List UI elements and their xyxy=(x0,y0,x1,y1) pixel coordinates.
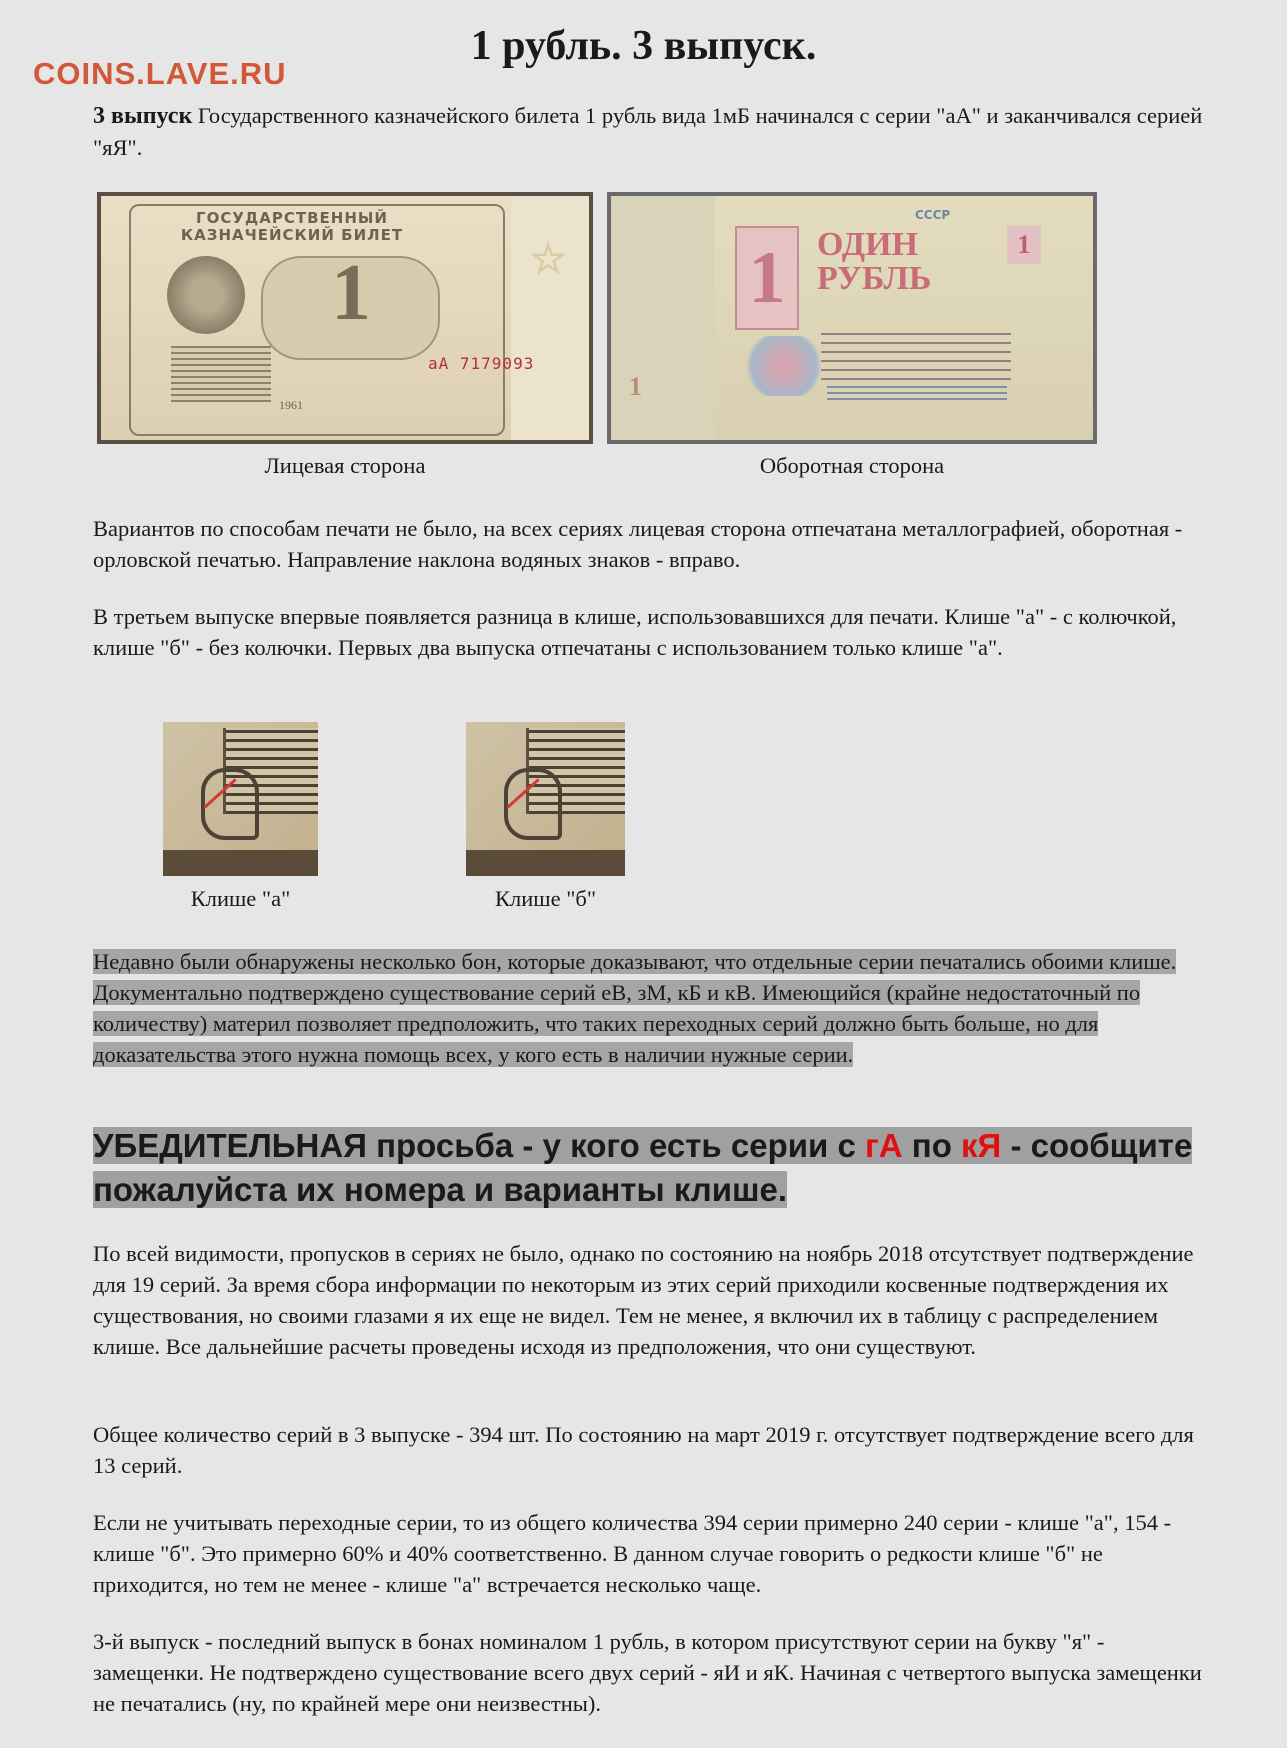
watermark-field xyxy=(511,196,589,440)
cliche-a-photo xyxy=(163,722,318,876)
denomination-word: ОДИН РУБЛЬ xyxy=(817,226,932,297)
issue-year: 1961 xyxy=(279,398,303,412)
caption-back: Оборотная сторона xyxy=(759,453,945,478)
discovered-highlight: Недавно были обнаружены несколько бон, которые доказывают, что отдельные серии печатались обоими клише. Документально подтверждено существование серий еВ, зМ, кБ и кВ. Имеющийся (крайне недостаточный по количеству) материл позволяет предположить, что таких переходных серий должно быть больше, но для доказательства этого нужна помощь всех, у кого есть в наличии нужные серии. xyxy=(93,949,1177,1067)
state-emblem xyxy=(167,256,245,334)
gaps-paragraph: По всей видимости, пропусков в сериях не было, однако по состоянию на ноябрь 2018 отсутствует подтверждение для 19 серий. За время сбора информации по некоторым из этих серий приходили косвенные подтверждения их существования, но своими глазами я их еще не видел. Тем не менее, я включил их в таблицу с распределением клише. Все дальнейшие расчеты проведены исходя из предположения, что они существуют. xyxy=(93,1241,1194,1359)
blank-margin xyxy=(611,196,715,440)
banknote-front-paper xyxy=(101,196,589,440)
intro-paragraph xyxy=(93,100,1213,163)
ratio-paragraph: Если не учитывать переходные серии, то из общего количества 394 серии примерно 240 серии - клише "а", 154 - клише "б". Это примерно 60% и 40% соответственно. В данном случае говорить о редкости клише "б" не приходится, но тем не менее - клише "а" встречается несколько чаще. xyxy=(93,1510,1172,1597)
caption-cliche-b: Клише "б" xyxy=(494,886,597,911)
banknote-back-paper xyxy=(611,196,1093,440)
intro-bold: 3 выпуск xyxy=(93,103,193,129)
total-paragraph: Общее количество серий в 3 выпуске - 394 шт. По состоянию на март 2019 г. отсутствует подтверждение всего для 13 серий. xyxy=(93,1422,1194,1478)
serial-number: аА 7179093 xyxy=(428,354,535,373)
cliche-b-photo xyxy=(466,722,625,876)
discovered-paragraph xyxy=(93,946,1213,1070)
replacement-paragraph: 3-й выпуск - последний выпуск в бонах номиналом 1 рубль, в котором присутствуют серии на букву "я" - замещенки. Не подтверждено существование всего двух серий - яИ и яК. Начиная с четвертого выпуска замещенки не печатались (ну, по крайней мере они неизвестны). xyxy=(93,1629,1202,1716)
margin-numeral: 1 xyxy=(629,372,642,401)
caption-cliche-a: Клише "а" xyxy=(190,886,291,911)
languages-text-block xyxy=(821,326,1011,380)
denomination-numeral: 1 xyxy=(331,249,371,337)
banknote-front-photo xyxy=(97,192,593,444)
request-part3: - сообщите пожалуйста их номера и варианты клише. xyxy=(93,1127,1193,1208)
request-heading xyxy=(93,1124,1223,1212)
ornament xyxy=(739,336,829,396)
request-highlight xyxy=(93,1127,1192,1208)
request-series-from: гА xyxy=(865,1127,903,1164)
request-part1: УБЕДИТЕЛЬНАЯ просьба - у кого есть серии с xyxy=(93,1127,866,1164)
banknote-back-photo xyxy=(607,192,1097,444)
request-series-to: кЯ xyxy=(961,1127,1002,1164)
large-numeral: 1 xyxy=(735,226,799,330)
cliche-a-border xyxy=(163,850,318,876)
request-part2: по xyxy=(902,1127,962,1164)
site-watermark: COINS.LAVE.RU xyxy=(33,56,287,91)
caption-front: Лицевая сторона xyxy=(264,453,426,478)
country-label: СССР xyxy=(915,208,951,222)
banknote-header: ГОСУДАРСТВЕННЫЙ КАЗНАЧЕЙСКИЙ БИЛЕТ xyxy=(180,209,404,244)
page-title: 1 рубль. 3 выпуск. xyxy=(470,23,817,69)
corner-numeral: 1 xyxy=(1007,226,1041,264)
cliche-paragraph: В третьем выпуске впервые появляется разница в клише, использовавшихся для печати. Клише "а" - с колючкой, клише "б" - без колючки. Первых два выпуска отпечатаны с использованием только клише "а". xyxy=(93,604,1177,660)
intro-text: Государственного казначейского билета 1 рубль вида 1мБ начинался с серии "аА" и заканчивался серией "яЯ". xyxy=(93,103,1203,160)
legal-text-block xyxy=(171,346,271,402)
printing-paragraph: Вариантов по способам печати не было, на всех сериях лицевая сторона отпечатана металлографией, оборотная - орловской печатью. Направление наклона водяных знаков - вправо. xyxy=(93,516,1183,572)
warning-text-block xyxy=(827,386,1007,400)
watermark-glyph: ☆ xyxy=(529,237,567,283)
cliche-b-border xyxy=(466,850,625,876)
